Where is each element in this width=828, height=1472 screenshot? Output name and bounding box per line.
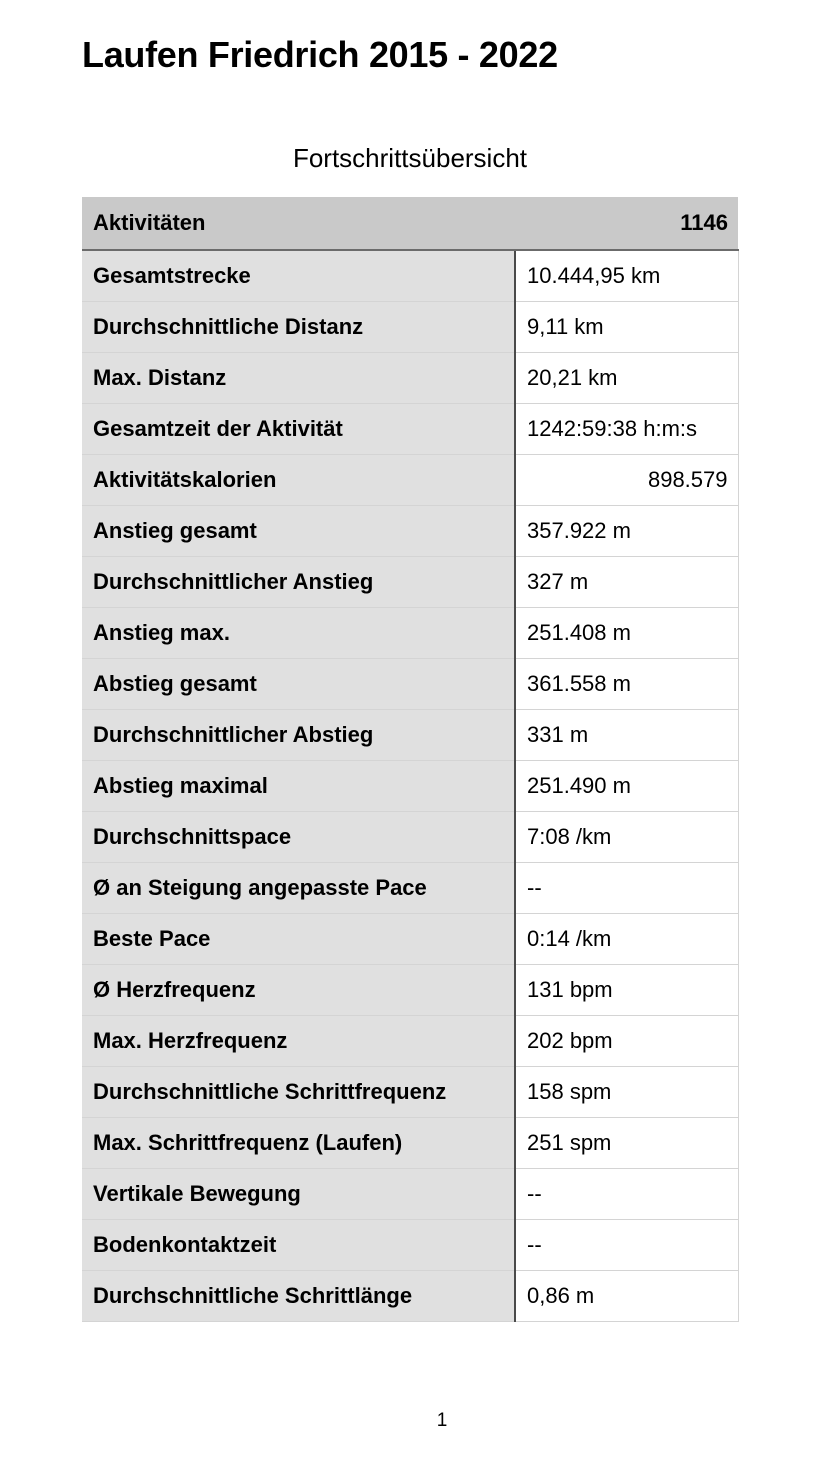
row-value: 7:08 /km	[515, 811, 738, 862]
row-value: 9,11 km	[515, 301, 738, 352]
row-value: 158 spm	[515, 1066, 738, 1117]
table-row	[82, 1015, 738, 1066]
row-label: Aktivitätskalorien	[82, 454, 515, 505]
table-row	[82, 913, 738, 964]
row-label: Beste Pace	[82, 913, 515, 964]
row-value: 251.408 m	[515, 607, 738, 658]
table-row	[82, 1219, 738, 1270]
table-row	[82, 862, 738, 913]
row-label: Durchschnittlicher Anstieg	[82, 556, 515, 607]
row-label: Gesamtstrecke	[82, 250, 515, 301]
row-value: 357.922 m	[515, 505, 738, 556]
row-value: 251.490 m	[515, 760, 738, 811]
table-row	[82, 811, 738, 862]
row-value: 1242:59:38 h:m:s	[515, 403, 738, 454]
row-label: Durchschnittliche Schrittlänge	[82, 1270, 515, 1321]
row-value: --	[515, 862, 738, 913]
header-label-activities: Aktivitäten	[82, 197, 515, 250]
row-label: Max. Herzfrequenz	[82, 1015, 515, 1066]
document-title: Laufen Friedrich 2015 - 2022	[82, 34, 558, 75]
table-row	[82, 505, 738, 556]
table-row	[82, 760, 738, 811]
row-label: Durchschnittliche Schrittfrequenz	[82, 1066, 515, 1117]
row-value: 10.444,95 km	[515, 250, 738, 301]
row-value: 251 spm	[515, 1117, 738, 1168]
row-label: Anstieg gesamt	[82, 505, 515, 556]
row-label: Max. Schrittfrequenz (Laufen)	[82, 1117, 515, 1168]
row-value: --	[515, 1168, 738, 1219]
row-label: Durchschnittspace	[82, 811, 515, 862]
table-row	[82, 1066, 738, 1117]
row-label: Gesamtzeit der Aktivität	[82, 403, 515, 454]
row-value: 327 m	[515, 556, 738, 607]
row-value: 361.558 m	[515, 658, 738, 709]
progress-summary-table	[82, 197, 739, 1322]
row-value: 131 bpm	[515, 964, 738, 1015]
table-row	[82, 556, 738, 607]
table-row	[82, 1270, 738, 1321]
table-row	[82, 964, 738, 1015]
row-label: Ø an Steigung angepasste Pace	[82, 862, 515, 913]
row-value: --	[515, 1219, 738, 1270]
row-value: 202 bpm	[515, 1015, 738, 1066]
row-label: Abstieg gesamt	[82, 658, 515, 709]
header-value-activities: 1146	[515, 197, 738, 250]
table-row	[82, 1168, 738, 1219]
row-value: 20,21 km	[515, 352, 738, 403]
table-row	[82, 709, 738, 760]
table-row	[82, 658, 738, 709]
table-row	[82, 352, 738, 403]
row-label: Max. Distanz	[82, 352, 515, 403]
table-row	[82, 403, 738, 454]
row-label: Vertikale Bewegung	[82, 1168, 515, 1219]
row-label: Anstieg max.	[82, 607, 515, 658]
table-row	[82, 607, 738, 658]
row-label: Durchschnittlicher Abstieg	[82, 709, 515, 760]
row-label: Ø Herzfrequenz	[82, 964, 515, 1015]
row-value: 0:14 /km	[515, 913, 738, 964]
row-value: 331 m	[515, 709, 738, 760]
row-value: 898.579	[515, 454, 738, 505]
row-value: 0,86 m	[515, 1270, 738, 1321]
table-row	[82, 1117, 738, 1168]
table-row	[82, 301, 738, 352]
row-label: Bodenkontaktzeit	[82, 1219, 515, 1270]
table-caption: Fortschrittsübersicht	[292, 143, 528, 173]
table-row	[82, 454, 738, 505]
table-row	[82, 250, 738, 301]
page-number: 1	[436, 1410, 448, 1431]
row-label: Durchschnittliche Distanz	[82, 301, 515, 352]
table-header-row	[82, 197, 738, 250]
row-label: Abstieg maximal	[82, 760, 515, 811]
